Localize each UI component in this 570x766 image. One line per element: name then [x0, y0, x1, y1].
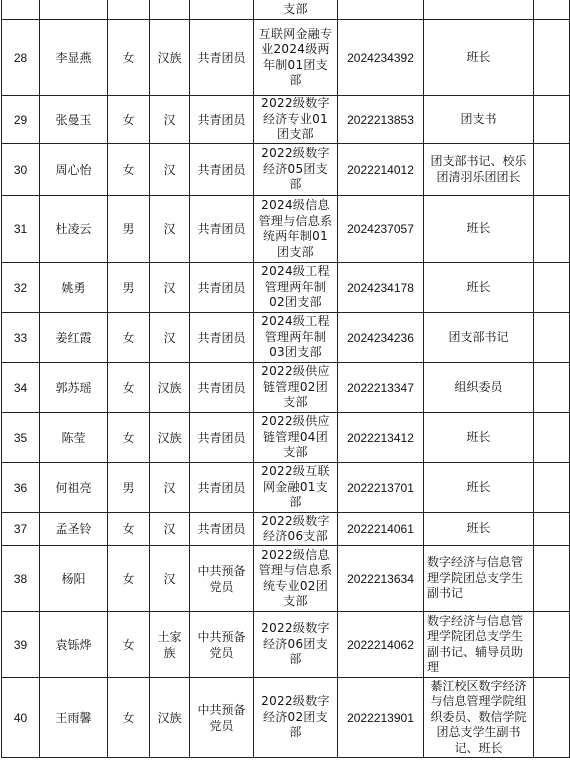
cell-blank	[534, 612, 570, 678]
table-row	[2, 263, 570, 313]
cell-role	[424, 0, 534, 20]
table-row	[2, 463, 570, 513]
cell-branch: 支部	[254, 0, 338, 20]
cell-ethnicity: 汉	[150, 263, 190, 313]
cell-no: 29	[2, 96, 40, 144]
cell-name: 何祖亮	[40, 463, 108, 513]
cell-student-id: 2022213412	[338, 413, 424, 463]
cell-role: 綦江校区数字经济与信息管理学院组织委员、数信学院团总支学生副书记、班长	[424, 678, 534, 758]
cell-gender: 男	[108, 463, 150, 513]
cell-role: 班长	[424, 513, 534, 546]
table-row	[2, 546, 570, 612]
cell-politics: 中共预备党员	[190, 612, 254, 678]
cell-politics: 共青团员	[190, 96, 254, 144]
cell-name: 杜凌云	[40, 196, 108, 263]
cell-name: 姜红霞	[40, 313, 108, 363]
cell-ethnicity: 汉	[150, 546, 190, 612]
cell-branch: 2022级供应链管理04团支部	[254, 413, 338, 463]
cell-name: 张曼玉	[40, 96, 108, 144]
cell-blank	[534, 513, 570, 546]
table-row	[2, 20, 570, 96]
cell-ethnicity: 汉族	[150, 413, 190, 463]
cell-role: 班长	[424, 463, 534, 513]
cell-politics	[190, 0, 254, 20]
cell-politics: 中共预备党员	[190, 678, 254, 758]
cell-no: 30	[2, 144, 40, 196]
cell-branch: 2022级互联网金融01支部	[254, 463, 338, 513]
cell-branch: 2022级数字经济05团支部	[254, 144, 338, 196]
cell-politics: 共青团员	[190, 20, 254, 96]
cell-student-id: 2024234236	[338, 313, 424, 363]
cell-role: 组织委员	[424, 363, 534, 413]
cell-name: 孟圣铃	[40, 513, 108, 546]
table-row	[2, 144, 570, 196]
cell-gender: 女	[108, 413, 150, 463]
cell-gender: 女	[108, 678, 150, 758]
table-row	[2, 612, 570, 678]
cell-gender: 女	[108, 612, 150, 678]
cell-blank	[534, 546, 570, 612]
cell-blank	[534, 144, 570, 196]
member-table	[1, 0, 570, 758]
cell-blank	[534, 263, 570, 313]
cell-gender: 女	[108, 144, 150, 196]
cell-student-id: 2022214061	[338, 513, 424, 546]
cell-ethnicity: 汉	[150, 513, 190, 546]
cell-blank	[534, 678, 570, 758]
cell-role: 团支部书记、校乐团清羽乐团团长	[424, 144, 534, 196]
cell-ethnicity: 汉	[150, 96, 190, 144]
cell-blank	[534, 463, 570, 513]
cell-gender: 男	[108, 263, 150, 313]
cell-student-id	[338, 0, 424, 20]
cell-politics: 中共预备党员	[190, 546, 254, 612]
cell-student-id: 2022213347	[338, 363, 424, 413]
table-row	[2, 363, 570, 413]
cell-blank	[534, 363, 570, 413]
cell-gender: 女	[108, 546, 150, 612]
cell-student-id: 2022214062	[338, 612, 424, 678]
table-row	[2, 513, 570, 546]
cell-role: 数字经济与信息管理学院团总支学生副书记、辅导员助理	[424, 612, 534, 678]
cell-student-id: 2024234392	[338, 20, 424, 96]
cell-student-id: 2022213853	[338, 96, 424, 144]
cell-politics: 共青团员	[190, 363, 254, 413]
cell-politics: 共青团员	[190, 463, 254, 513]
cell-no: 31	[2, 196, 40, 263]
cell-gender	[108, 0, 150, 20]
cell-gender: 女	[108, 513, 150, 546]
cell-gender: 女	[108, 313, 150, 363]
cell-gender: 女	[108, 96, 150, 144]
cell-student-id: 2022214012	[338, 144, 424, 196]
cell-no: 38	[2, 546, 40, 612]
cell-no: 33	[2, 313, 40, 363]
cell-no: 39	[2, 612, 40, 678]
cell-branch: 2022级数字经济02团支部	[254, 678, 338, 758]
cell-blank	[534, 196, 570, 263]
cell-ethnicity: 汉族	[150, 20, 190, 96]
cell-ethnicity: 汉	[150, 313, 190, 363]
cell-student-id: 2024234178	[338, 263, 424, 313]
cell-student-id: 2022213701	[338, 463, 424, 513]
cell-politics: 共青团员	[190, 263, 254, 313]
table-row-partial	[2, 0, 570, 20]
cell-role: 团支部书记	[424, 313, 534, 363]
cell-ethnicity: 汉	[150, 196, 190, 263]
cell-no: 37	[2, 513, 40, 546]
cell-politics: 共青团员	[190, 413, 254, 463]
table-row	[2, 413, 570, 463]
cell-gender: 女	[108, 363, 150, 413]
cell-role: 班长	[424, 263, 534, 313]
cell-gender: 男	[108, 196, 150, 263]
cell-gender: 女	[108, 20, 150, 96]
cell-branch: 2024级信息管理与信息系统两年制01团支部	[254, 196, 338, 263]
cell-name: 姚勇	[40, 263, 108, 313]
cell-name	[40, 0, 108, 20]
cell-blank	[534, 413, 570, 463]
cell-ethnicity	[150, 0, 190, 20]
cell-name: 王雨馨	[40, 678, 108, 758]
cell-no: 40	[2, 678, 40, 758]
cell-no: 34	[2, 363, 40, 413]
table-row	[2, 96, 570, 144]
cell-blank	[534, 96, 570, 144]
cell-role: 团支书	[424, 96, 534, 144]
cell-ethnicity: 土家族	[150, 612, 190, 678]
cell-student-id: 2022213634	[338, 546, 424, 612]
cell-blank	[534, 0, 570, 20]
cell-name: 陈莹	[40, 413, 108, 463]
cell-student-id: 2022213901	[338, 678, 424, 758]
cell-branch: 2022级信息管理与信息系统专业02团支部	[254, 546, 338, 612]
cell-blank	[534, 20, 570, 96]
cell-branch: 2022级供应链管理02团支部	[254, 363, 338, 413]
cell-politics: 共青团员	[190, 313, 254, 363]
cell-name: 袁铄烨	[40, 612, 108, 678]
table-row	[2, 678, 570, 758]
cell-no: 36	[2, 463, 40, 513]
cell-name: 郭苏瑶	[40, 363, 108, 413]
cell-branch: 2024级工程管理两年制03团支部	[254, 313, 338, 363]
cell-role: 班长	[424, 413, 534, 463]
cell-ethnicity: 汉	[150, 144, 190, 196]
cell-ethnicity: 汉族	[150, 363, 190, 413]
cell-role: 数字经济与信息管理学院团总支学生副书记	[424, 546, 534, 612]
cell-politics: 共青团员	[190, 513, 254, 546]
cell-name: 周心怡	[40, 144, 108, 196]
cell-branch: 2024级工程管理两年制02团支部	[254, 263, 338, 313]
cell-role: 班长	[424, 196, 534, 263]
cell-name: 杨阳	[40, 546, 108, 612]
cell-branch: 2022级数字经济专业01团支部	[254, 96, 338, 144]
cell-branch: 互联网金融专业2024级两年制01团支部	[254, 20, 338, 96]
cell-branch: 2022级数字经济06支部	[254, 513, 338, 546]
cell-politics: 共青团员	[190, 196, 254, 263]
cell-role: 班长	[424, 20, 534, 96]
cell-ethnicity: 汉族	[150, 678, 190, 758]
table-row	[2, 313, 570, 363]
cell-blank	[534, 313, 570, 363]
cell-student-id: 2024237057	[338, 196, 424, 263]
cell-no: 28	[2, 20, 40, 96]
cell-no: 32	[2, 263, 40, 313]
cell-ethnicity: 汉	[150, 463, 190, 513]
table-row	[2, 196, 570, 263]
cell-name: 李显燕	[40, 20, 108, 96]
cell-no	[2, 0, 40, 20]
cell-branch: 2022级数字经济06团支部	[254, 612, 338, 678]
cell-no: 35	[2, 413, 40, 463]
cell-politics: 共青团员	[190, 144, 254, 196]
